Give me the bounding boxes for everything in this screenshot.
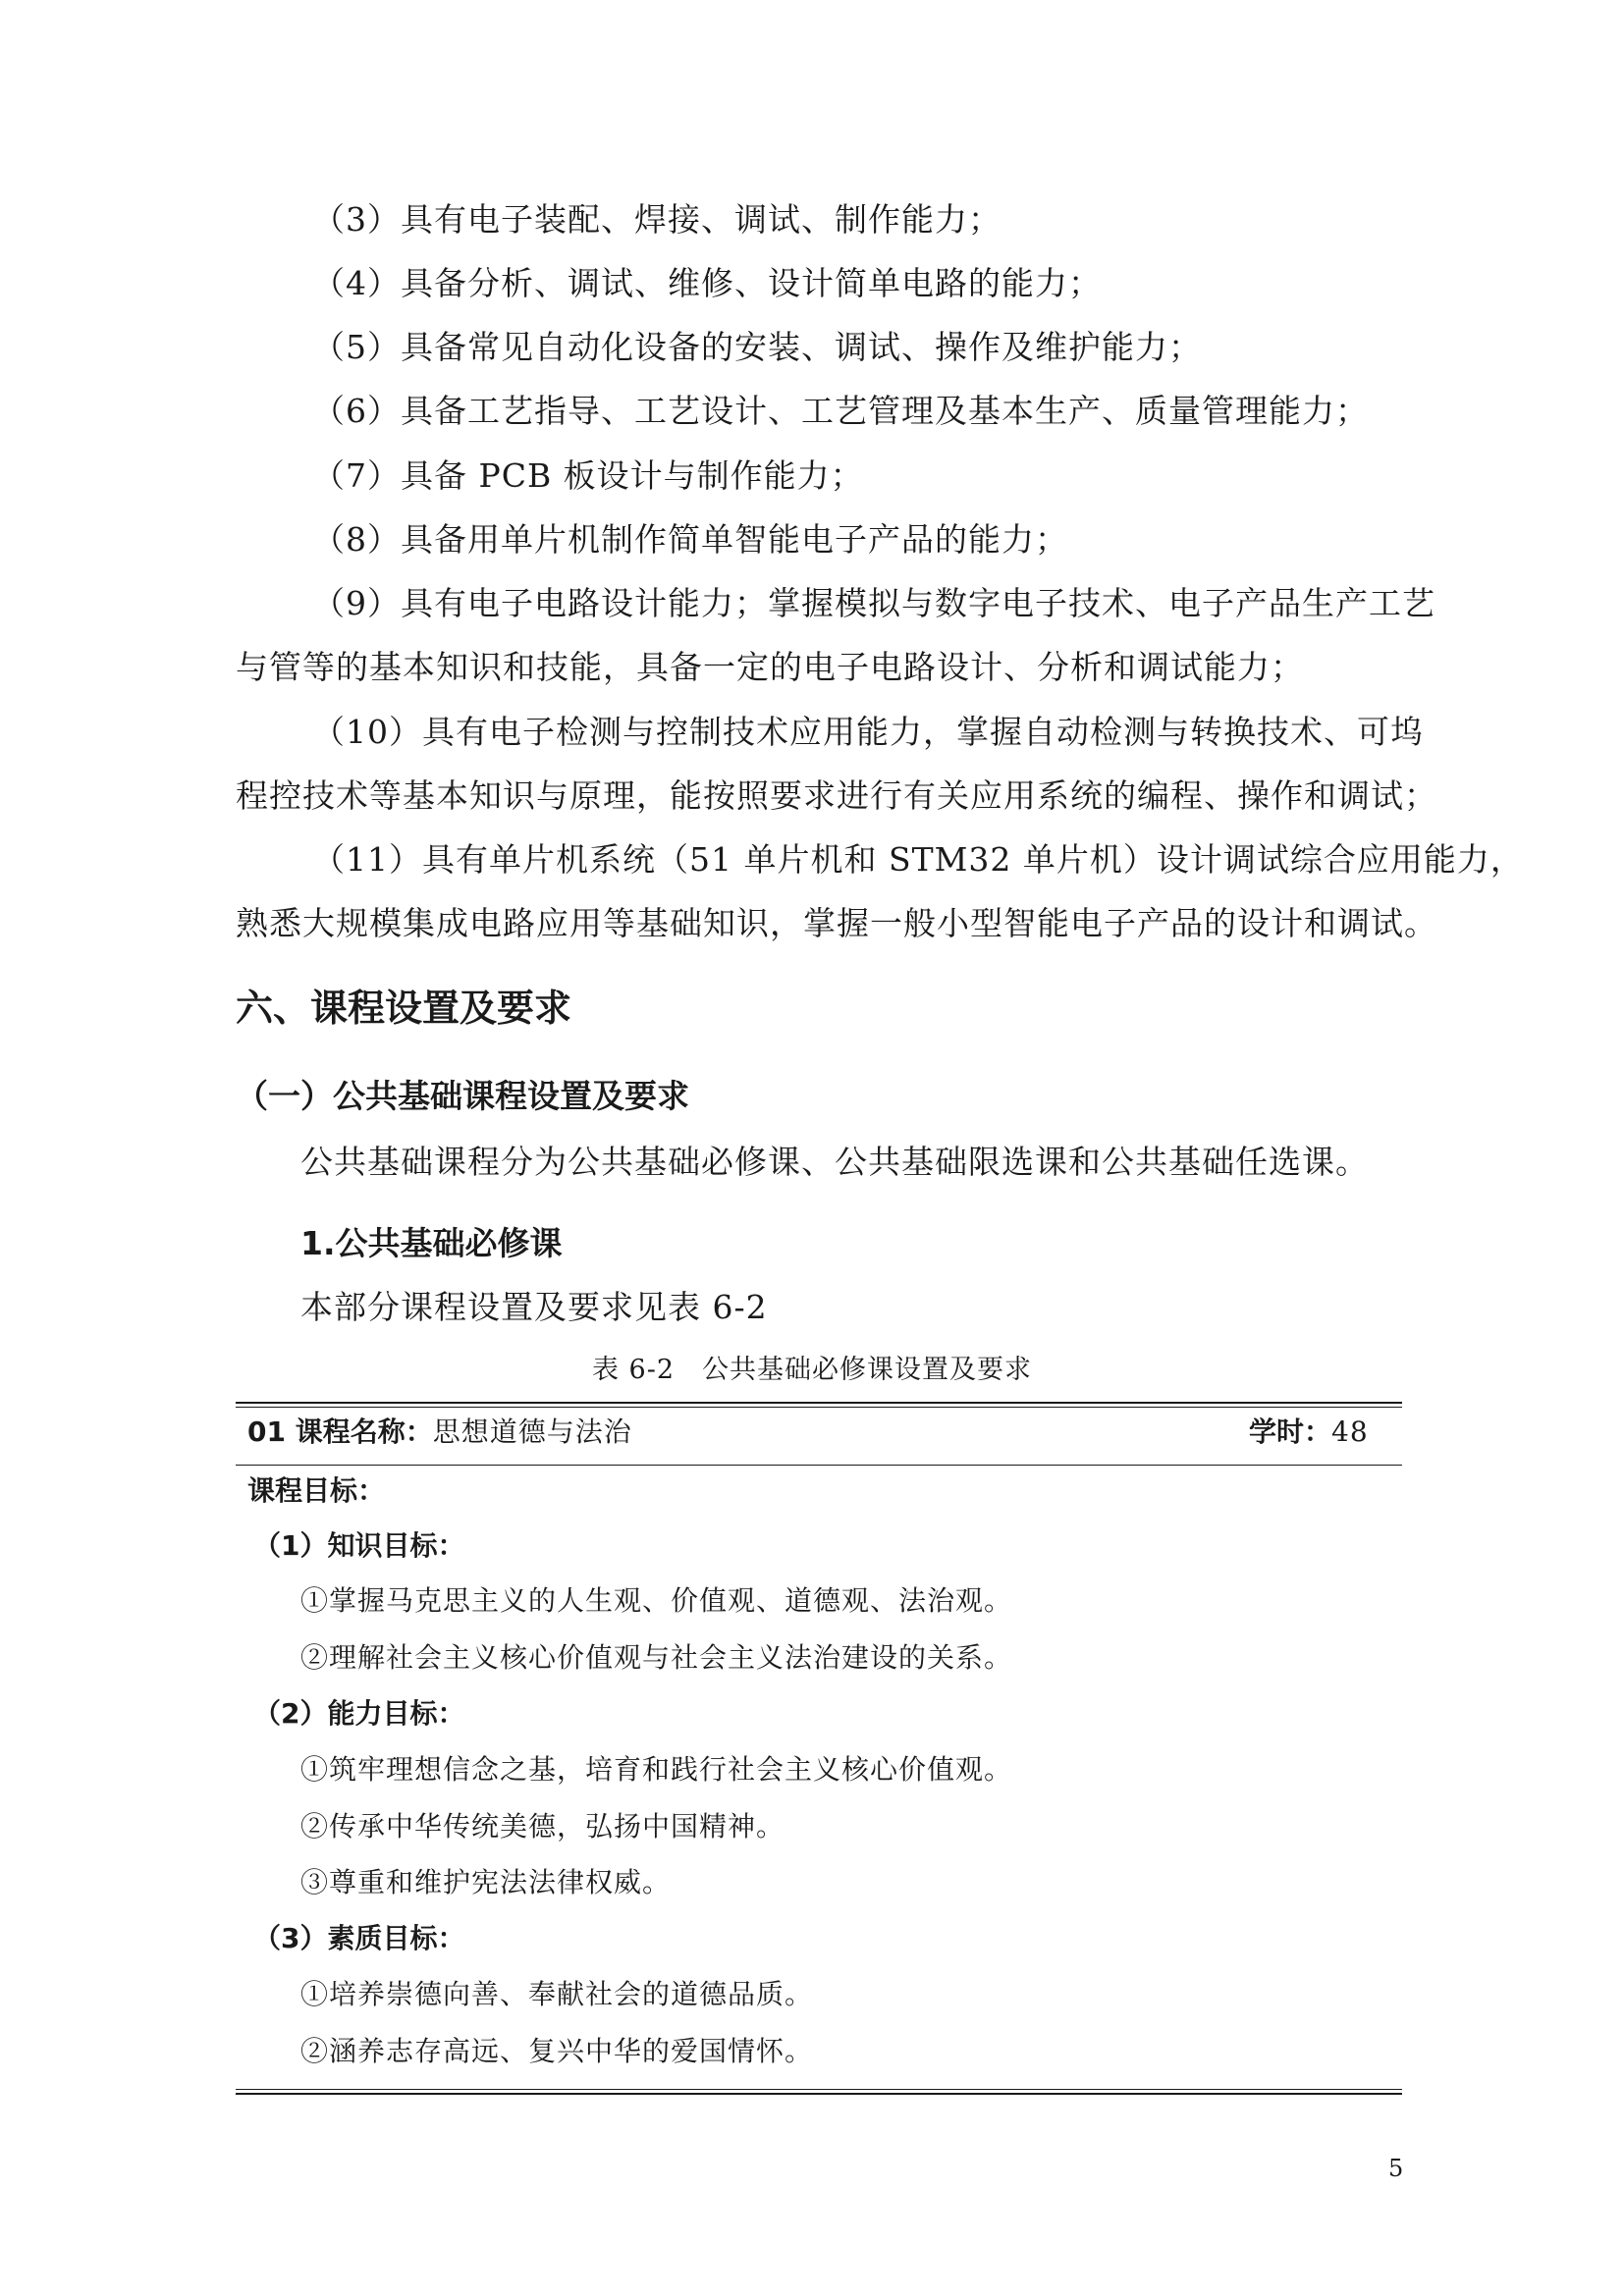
quality-item: ①培养崇德向善、奉献社会的道德品质。 [300,1978,814,2010]
paragraph-line: 与管等的基本知识和技能，具备一定的电子电路设计、分析和调试能力； [236,648,1304,686]
paragraph-line: （9）具有电子电路设计能力；掌握模拟与数字电子技术、电子产品生产工艺 [312,584,1435,622]
section-title: 六、课程设置及要求 [236,987,572,1030]
table-top-rule [236,1402,1402,1404]
table-caption: 表 6-2 公共基础必修课设置及要求 [591,1355,1033,1385]
paragraph-line: （7）具备 PCB 板设计与制作能力； [312,456,864,495]
knowledge-item: ①掌握马克思主义的人生观、价值观、道德观、法治观。 [300,1584,1013,1617]
quality-label: （3）素质目标： [253,1922,465,1954]
table-top-rule-inner [236,1407,1402,1408]
quality-item: ②涵养志存高远、复兴中华的爱国情怀。 [300,2035,814,2067]
course-label: 01 课程名称： [247,1415,433,1448]
knowledge-label: （1）知识目标： [253,1529,465,1562]
page-number: 5 [1388,2155,1404,2182]
paragraph-line: （10）具有电子检测与控制技术应用能力，掌握自动检测与转换技术、可坞 [312,713,1424,751]
ability-item: ①筑牢理想信念之基，培育和践行社会主义核心价值观。 [300,1753,1013,1786]
course-name: 思想道德与法治 [432,1415,632,1448]
ability-item: ③尊重和维护宪法法律权威。 [300,1866,672,1898]
hours-value: 48 [1331,1415,1369,1448]
paragraph-line: （3）具有电子装配、焊接、调试、制作能力； [312,200,1001,239]
course-hours [1249,1414,1369,1451]
paragraph-line: （11）具有单片机系统（51 单片机和 STM32 单片机）设计调试综合应用能力， [312,840,1524,879]
paragraph-line: （5）具备常见自动化设备的安装、调试、操作及维护能力； [312,328,1202,366]
ability-item: ②传承中华传统美德，弘扬中国精神。 [300,1810,785,1842]
item-title: 1.公共基础必修课 [300,1224,563,1262]
table-bottom-rule [236,2093,1402,2095]
paragraph-line: （6）具备工艺指导、工艺设计、工艺管理及基本生产、质量管理能力； [312,392,1369,430]
knowledge-item: ②理解社会主义核心价值观与社会主义法治建设的关系。 [300,1641,1013,1674]
subsection-title: （一）公共基础课程设置及要求 [236,1077,689,1115]
subsection-intro: 公共基础课程分为公共基础必修课、公共基础限选课和公共基础任选课。 [300,1143,1369,1181]
table-bottom-rule-inner [236,2089,1402,2090]
item-intro: 本部分课程设置及要求见表 6-2 [300,1288,768,1326]
course-name-row [247,1414,632,1451]
paragraph-line: （4）具备分析、调试、维修、设计简单电路的能力； [312,264,1102,302]
hours-label: 学时： [1249,1415,1332,1448]
table-row-divider [236,1465,1402,1466]
goals-label: 课程目标： [247,1474,386,1507]
ability-label: （2）能力目标： [253,1697,465,1730]
paragraph-line: 程控技术等基本知识与原理，能按照要求进行有关应用系统的编程、操作和调试； [236,776,1437,815]
paragraph-line: 熟悉大规模集成电路应用等基础知识，掌握一般小型智能电子产品的设计和调试。 [236,904,1437,942]
paragraph-line: （8）具备用单片机制作简单智能电子产品的能力； [312,520,1068,559]
